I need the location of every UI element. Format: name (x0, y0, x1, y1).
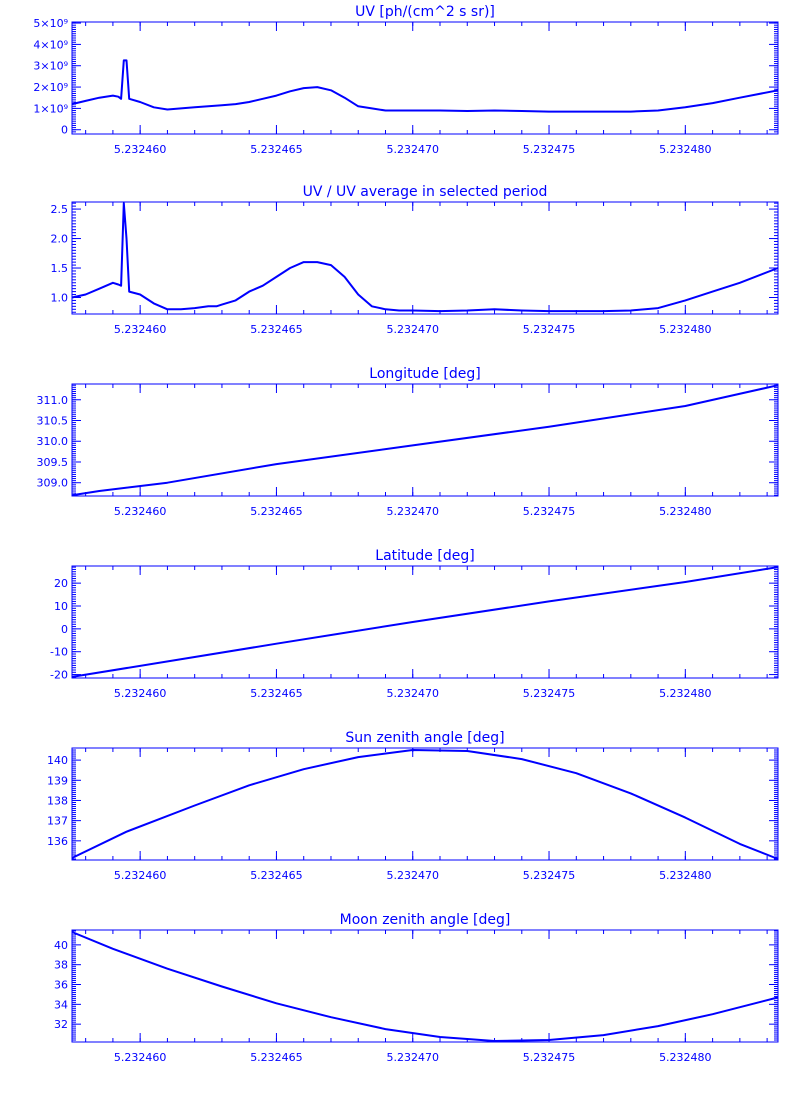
x-tick-label: 5.232470 (386, 687, 439, 700)
x-tick-label: 5.232475 (522, 143, 576, 156)
y-tick-label: 140 (47, 754, 68, 768)
y-tick-label: 34 (54, 998, 68, 1012)
x-tick-label: 5.232475 (522, 1051, 576, 1064)
x-tick-label: 5.232470 (386, 505, 439, 518)
y-tick-label: -20 (50, 668, 68, 682)
y-tick-label: 138 (47, 794, 68, 808)
x-tick-label: 5.232480 (659, 505, 712, 518)
series-line-uv (72, 60, 778, 111)
x-tick-label: 5.232465 (250, 323, 303, 336)
x-tick-label: 5.232480 (659, 143, 712, 156)
panel-moon-zenith (0, 908, 800, 1090)
y-tick-label: 137 (47, 814, 68, 828)
x-tick-label: 5.232480 (659, 869, 712, 882)
y-tick-label: 40 (54, 938, 68, 952)
x-tick-label: 5.232465 (250, 1051, 303, 1064)
panel-latitude (0, 544, 800, 726)
y-tick-label: 3×10⁹ (33, 59, 68, 73)
plot-frame (72, 22, 778, 134)
y-tick-label: 139 (47, 774, 68, 788)
plot-frame (72, 384, 778, 496)
x-tick-label: 5.232460 (113, 687, 167, 700)
panel-uv-ratio (0, 180, 800, 362)
y-tick-label: 1×10⁹ (33, 102, 68, 116)
plot-frame (72, 202, 778, 314)
y-tick-label: 10 (54, 600, 68, 613)
series-line-uv-ratio (72, 203, 778, 311)
y-tick-label: 32 (54, 1018, 68, 1032)
y-tick-label: 2.0 (50, 232, 68, 246)
panel-uv (0, 0, 800, 180)
panel-longitude (0, 362, 800, 544)
series-line-latitude (72, 567, 778, 677)
y-tick-label: 309.5 (36, 455, 68, 469)
x-tick-label: 5.232460 (113, 505, 167, 518)
x-tick-label: 5.232475 (522, 869, 576, 882)
plot-frame (72, 566, 778, 678)
y-tick-label: 38 (54, 958, 68, 972)
chart-title: UV / UV average in selected period (302, 184, 548, 200)
x-tick-label: 5.232460 (113, 869, 167, 882)
y-tick-label: 2.5 (50, 203, 68, 217)
y-tick-label: 309.0 (36, 476, 68, 490)
chart-title: UV [ph/(cm^2 s sr)] (355, 4, 495, 20)
y-tick-label: -10 (50, 645, 68, 659)
x-tick-label: 5.232480 (659, 1051, 712, 1064)
chart-title: Longitude [deg] (369, 366, 481, 382)
series-line-moon-zenith (72, 932, 778, 1041)
x-tick-label: 5.232475 (522, 505, 576, 518)
x-tick-label: 5.232465 (250, 687, 303, 700)
x-tick-label: 5.232480 (659, 687, 712, 700)
x-tick-label: 5.232465 (250, 143, 303, 156)
chart-title: Sun zenith angle [deg] (345, 730, 505, 746)
x-tick-label: 5.232475 (522, 323, 576, 336)
plot-frame (72, 930, 778, 1042)
x-tick-label: 5.232470 (386, 143, 439, 156)
y-tick-label: 0 (61, 622, 68, 636)
x-tick-label: 5.232470 (386, 869, 439, 882)
y-tick-label: 310.5 (36, 414, 68, 428)
x-tick-label: 5.232465 (250, 869, 303, 882)
y-tick-label: 4×10⁹ (33, 38, 68, 52)
chart-title: Moon zenith angle [deg] (339, 912, 511, 928)
x-tick-label: 5.232460 (113, 143, 167, 156)
y-tick-label: 1.0 (50, 291, 68, 305)
y-tick-label: 5×10⁹ (33, 17, 68, 31)
x-tick-label: 5.232460 (113, 1051, 167, 1064)
x-tick-label: 5.232465 (250, 505, 303, 518)
y-tick-label: 0 (61, 123, 68, 137)
x-tick-label: 5.232470 (386, 1051, 439, 1064)
x-tick-label: 5.232460 (113, 323, 167, 336)
y-tick-label: 2×10⁹ (33, 81, 68, 95)
y-tick-label: 311.0 (36, 393, 68, 407)
x-tick-label: 5.232470 (386, 323, 439, 336)
y-tick-label: 36 (54, 978, 68, 992)
series-line-longitude (72, 385, 778, 495)
y-tick-label: 1.5 (50, 262, 68, 276)
panel-sun-zenith (0, 726, 800, 908)
x-tick-label: 5.232480 (659, 323, 712, 336)
y-tick-label: 20 (54, 577, 68, 591)
y-tick-label: 136 (47, 834, 68, 848)
series-line-sun-zenith (72, 750, 778, 859)
chart-title: Latitude [deg] (375, 548, 475, 564)
y-tick-label: 310.0 (36, 435, 68, 449)
plot-frame (72, 748, 778, 860)
x-tick-label: 5.232475 (522, 687, 576, 700)
